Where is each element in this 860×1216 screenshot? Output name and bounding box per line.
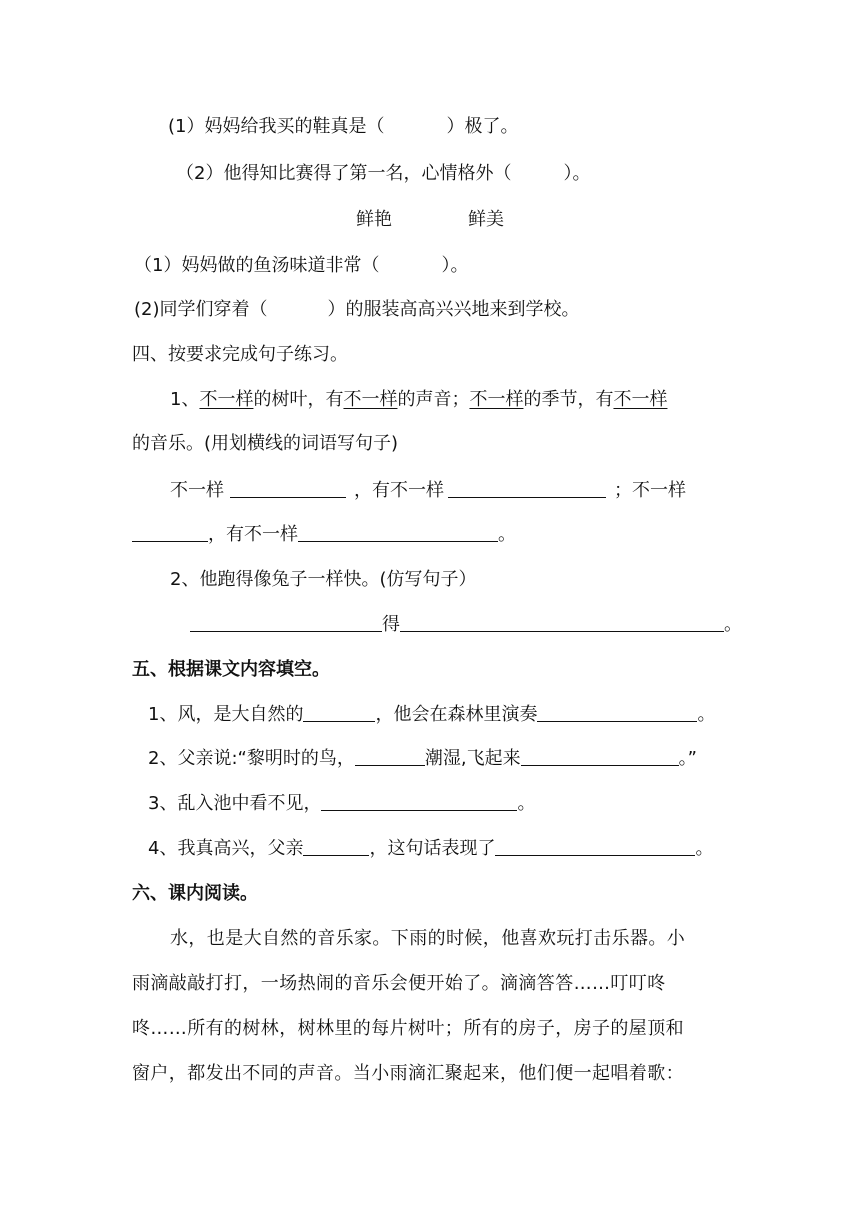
q3-sentence-3: （1）妈妈做的鱼汤味道非常（ ）。	[134, 255, 469, 276]
s5-line-4: 4、我真高兴，父亲 ，这句话表现了 。	[148, 838, 714, 859]
s5-line-3: 3、乱入池中看不见， 。	[148, 793, 536, 814]
answer-blank[interactable]	[355, 747, 425, 766]
s4-fill-line-3: 得 。	[190, 611, 742, 639]
answer-blank[interactable]	[298, 523, 498, 542]
s5-line-1: 1、风，是大自然的 ，他会在森林里演奏 。	[148, 704, 716, 725]
section-4-title: 四、按要求完成句子练习。	[132, 344, 348, 365]
answer-blank[interactable]	[495, 837, 695, 856]
answer-blank[interactable]	[132, 523, 208, 542]
s4-fill-line-2: ，有不一样 。	[132, 521, 516, 549]
answer-blank[interactable]	[537, 703, 697, 722]
reading-line-3: 咚……所有的树林，树林里的每片树叶；所有的房子，房子的屋顶和	[132, 1018, 684, 1039]
answer-blank[interactable]	[230, 479, 346, 498]
answer-blank[interactable]	[303, 837, 369, 856]
q3-sentence-2: （2）他得知比赛得了第一名，心情格外（ ）。	[176, 163, 591, 184]
q3-sentence-1: (1）妈妈给我买的鞋真是（ ）极了。	[168, 116, 519, 137]
reading-line-1: 水，也是大自然的音乐家。下雨的时候，他喜欢玩打击乐器。小	[170, 928, 686, 949]
word-choices	[356, 206, 504, 234]
section-5-title: 五、根据课文内容填空。	[132, 659, 330, 680]
reading-line-4: 窗户，都发出不同的声音。当小雨滴汇聚起来，他们便一起唱着歌：	[132, 1063, 684, 1084]
section-6-title: 六、课内阅读。	[132, 883, 258, 904]
s5-line-2: 2、父亲说:“黎明时的鸟， 潮湿,飞起来 。”	[148, 748, 697, 769]
answer-blank[interactable]	[321, 792, 517, 811]
word-choice-2: 鲜美	[468, 209, 504, 230]
answer-blank[interactable]	[448, 479, 606, 498]
answer-blank[interactable]	[303, 703, 375, 722]
word-choice-1: 鲜艳	[356, 209, 392, 230]
s4-question-1-cont: 的音乐。(用划横线的词语写句子)	[132, 433, 399, 454]
answer-blank[interactable]	[400, 613, 724, 632]
q3-sentence-4: (2)同学们穿着（ ）的服装高高兴兴地来到学校。	[134, 299, 580, 320]
answer-blank[interactable]	[521, 747, 679, 766]
answer-blank[interactable]	[190, 613, 382, 632]
s4-question-1: 1、不一样的树叶，有不一样的声音；不一样的季节，有不一样	[170, 389, 668, 410]
s4-fill-line-1: 不一样 ，有不一样 ；不一样	[170, 480, 686, 501]
reading-line-2: 雨滴敲敲打打，一场热闹的音乐会便开始了。滴滴答答……叮叮咚	[132, 973, 666, 994]
s4-question-2: 2、他跑得像兔子一样快。(仿写句子）	[170, 569, 477, 590]
